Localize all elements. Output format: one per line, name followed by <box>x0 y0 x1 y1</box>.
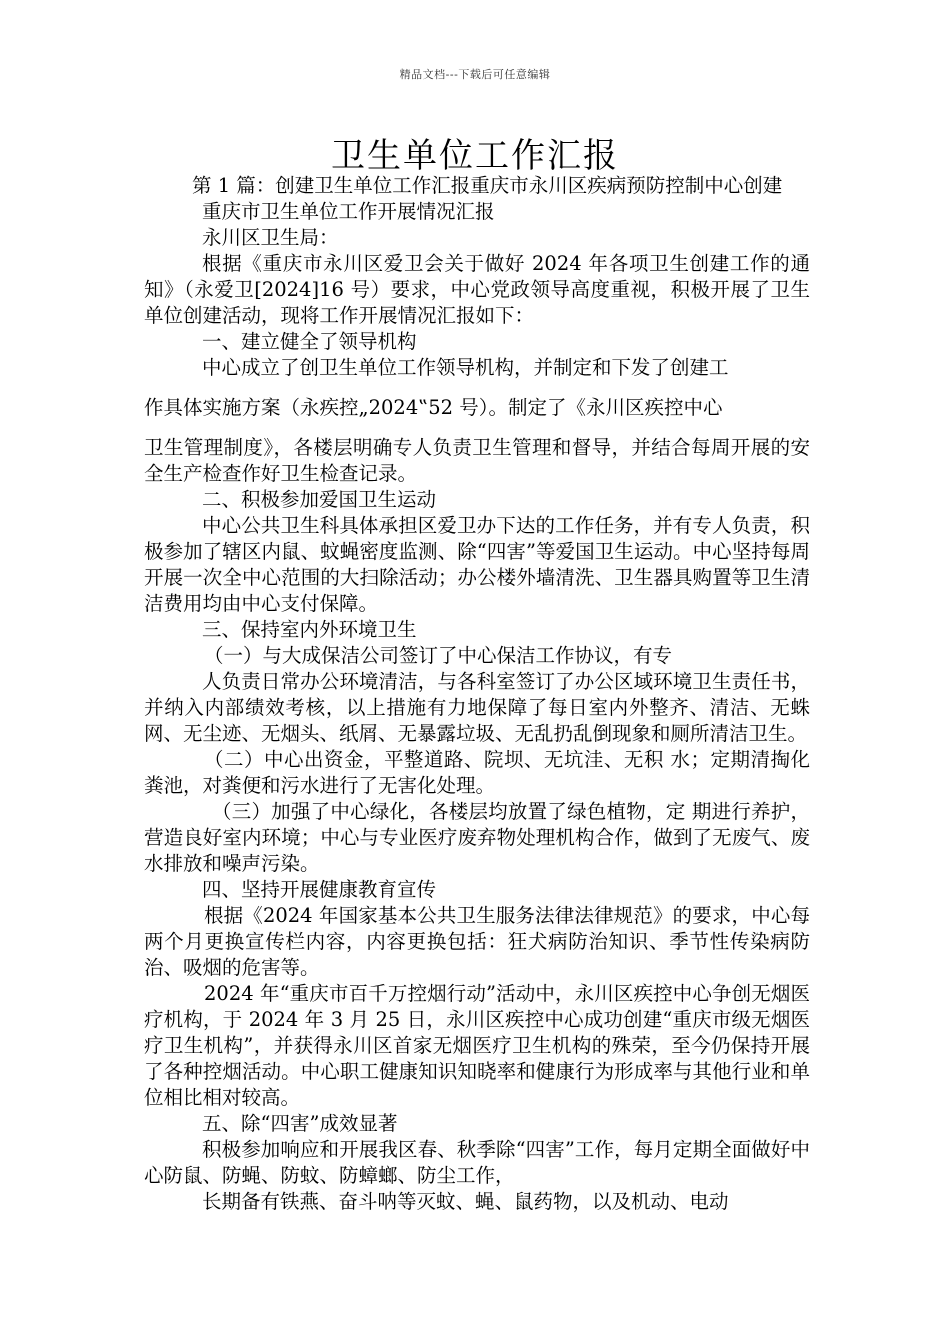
section-heading-4: 四、坚持开展健康教育宣传 <box>202 878 437 901</box>
document-title: 卫生单位工作汇报 <box>331 136 619 176</box>
paragraph: （三）加强了中心绿化，各楼层均放置了绿色植物，定 期进行养护，营造良好室内环境；中心与专业医疗废弃物处理机构合作，做到了无废气、废水排放和噪声污染。 <box>144 800 810 875</box>
paragraph-addressee: 永川区卫生局： <box>202 226 339 249</box>
paragraph: （二）中心出资金，平整道路、院坝、无坑洼、无积 水；定期清掏化粪池，对粪便和污水进行了无害化处理。 <box>144 748 810 797</box>
paragraph: 2024 年“重庆市百千万控烟行动”活动中，永川区疾控中心争创无烟医疗机构，于 2024 年 3 月 25 日，永川区疾控中心成功创建“重庆市级无烟医疗卫生机构”，并获得永川区首家无烟医疗卫生机构的殊荣，至今仍保持开展了各种控烟活动。中心职工健康知识知晓率和健康行为形成率与其他行业和单位相比相对较高。 <box>144 982 810 1109</box>
paragraph: 中心成立了创卫生单位工作领导机构，并制定和下发了创建工 <box>202 356 729 379</box>
paragraph-chapter-heading: 第 1 篇：创建卫生单位工作汇报重庆市永川区疾病预防控制中心创建 <box>192 174 783 197</box>
section-heading-1: 一、建立健全了领导机构 <box>202 330 417 353</box>
section-heading-3: 三、保持室内外环境卫生 <box>202 618 417 641</box>
paragraph: 根据《2024 年国家基本公共卫生服务法律法律规范》的要求，中心每两个月更换宣传栏内容，内容更换包括：狂犬病防治知识、季节性传染病防治、吸烟的危害等。 <box>144 904 810 979</box>
paragraph: （一）与大成保洁公司签订了中心保洁工作协议，有专 <box>204 644 673 667</box>
paragraph: 卫生管理制度》，各楼层明确专人负责卫生管理和督导，并结合每周开展的安全生产检查作好卫生检查记录。 <box>144 436 810 485</box>
document-body <box>144 173 810 1215</box>
section-heading-2: 二、积极参加爱国卫生运动 <box>202 488 437 511</box>
paragraph: 长期备有铁燕、奋斗呐等灭蚊、蝇、鼠药物，以及机动、电动 <box>202 1190 729 1213</box>
page-header: 精品文档---下载后可任意编辑 <box>399 68 551 81</box>
paragraph: 积极参加响应和开展我区春、秋季除“四害”工作，每月定期全面做好中心防鼠、防蝇、防蚊、防蟑螂、防尘工作， <box>144 1138 810 1187</box>
section-heading-5: 五、除“四害”成效显著 <box>202 1112 398 1135</box>
paragraph: 中心公共卫生科具体承担区爱卫办下达的工作任务，并有专人负责，积极参加了辖区内鼠、蚊蝇密度监测、除“四害”等爱国卫生运动。中心坚持每周开展一次全中心范围的大扫除活动；办公楼外墙清洗、卫生器具购置等卫生清洁费用均由中心支付保障。 <box>144 514 810 615</box>
paragraph-report-title: 重庆市卫生单位工作开展情况汇报 <box>202 200 495 223</box>
paragraph: 作具体实施方案（永疾控„2024‟52 号）。制定了《永川区疾控中心 <box>144 396 723 419</box>
paragraph-intro: 根据《重庆市永川区爱卫会关于做好 2024 年各项卫生创建工作的通知》（永爱卫[2024]16 号）要求，中心党政领导高度重视，积极开展了卫生单位创建活动，现将工作开展情况汇报如下： <box>144 252 810 327</box>
paragraph: 人负责日常办公环境清洁，与各科室签订了办公区域环境卫生责任书，并纳入内部绩效考核，以上措施有力地保障了每日室内外整齐、清洁、无蛛网、无尘迹、无烟头、纸屑、无暴露垃圾、无乱扔乱倒现象和厕所清洁卫生。 <box>144 670 810 745</box>
